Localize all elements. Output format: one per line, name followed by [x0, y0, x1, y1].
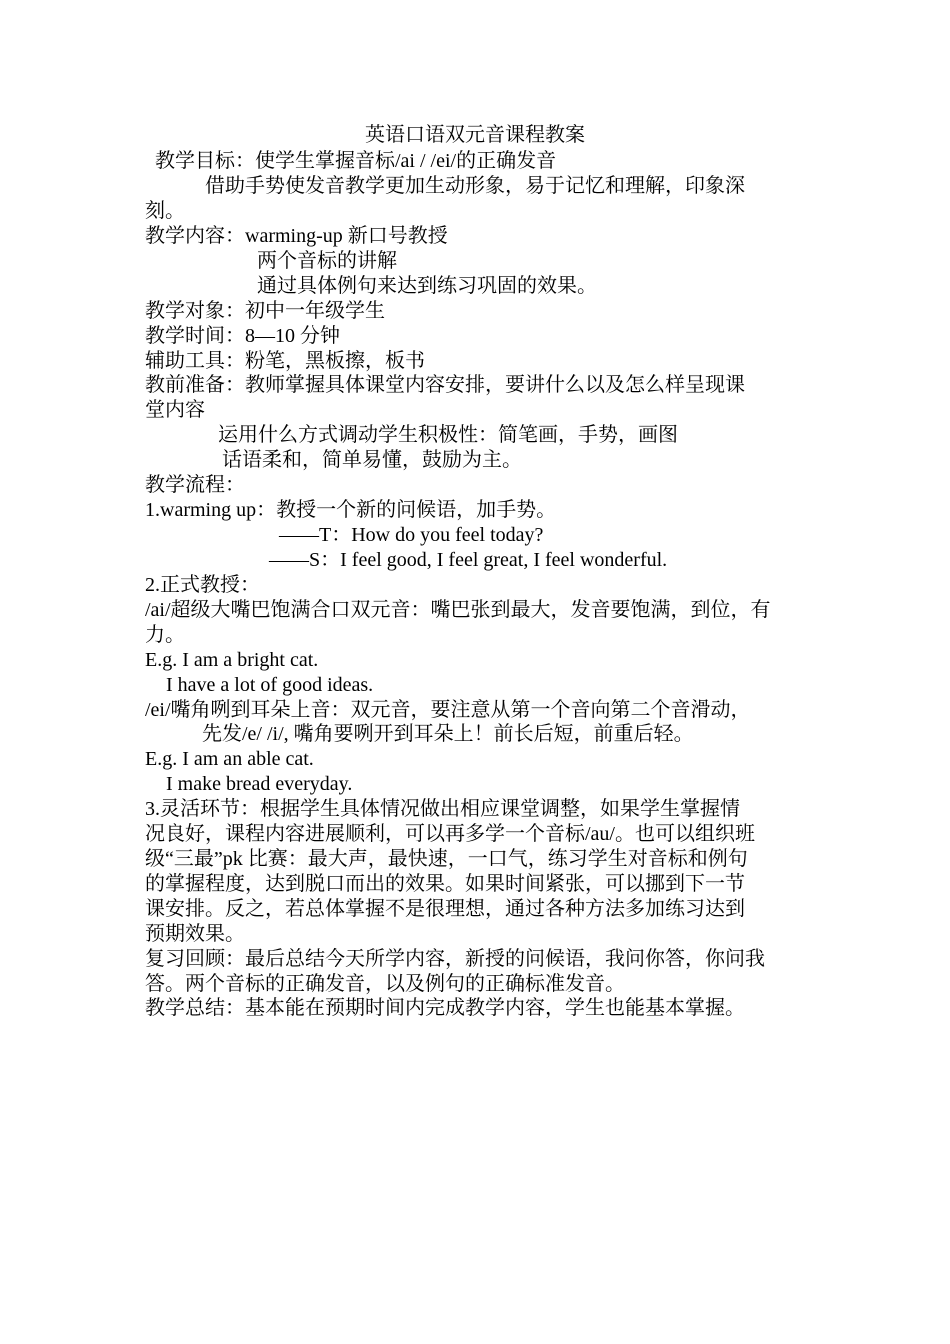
ai-description-cont: 力。 — [145, 624, 185, 646]
step-2-heading: 2.正式教授： — [145, 574, 260, 596]
summary-line: 教学总结：基本能在预期时间内完成教学内容，学生也能基本掌握。 — [145, 997, 745, 1019]
review-cont: 答。两个音标的正确发音，以及例句的正确标准发音。 — [145, 973, 625, 995]
step-3-cont: 预期效果。 — [145, 923, 245, 945]
step-3-cont: 况良好，课程内容进展顺利，可以再多学一个音标/au/。也可以组织班 — [145, 823, 755, 845]
objective-line: 教学目标：使学生掌握音标/ai / /ei/的正确发音 — [155, 150, 557, 172]
preparation-item: 话语柔和，简单易懂，鼓励为主。 — [222, 449, 522, 471]
tools-line: 辅助工具：粉笔，黑板擦，板书 — [145, 350, 425, 372]
dialogue-teacher-line: ——T：How do you feel today? — [279, 524, 544, 546]
duration-line: 教学时间：8—10 分钟 — [145, 325, 340, 347]
review-line: 复习回顾：最后总结今天所学内容，新授的问候语，我问你答，你问我 — [145, 948, 765, 970]
ei-description-cont: 先发/e/ /i/, 嘴角要咧开到耳朵上！前长后短，前重后轻。 — [202, 723, 694, 745]
dialogue-student-line: ——S：I feel good, I feel great, I feel wonderful. — [269, 549, 668, 571]
example-line: E.g. I am an able cat. — [145, 748, 314, 770]
step-3-cont: 课安排。反之，若总体掌握不是很理想，通过各种方法多加练习达到 — [145, 898, 745, 920]
preparation-cont: 堂内容 — [145, 399, 205, 421]
audience-line: 教学对象：初中一年级学生 — [145, 300, 385, 322]
example-line: I have a lot of good ideas. — [166, 674, 374, 696]
procedure-heading: 教学流程： — [145, 474, 245, 496]
content-item: 通过具体例句来达到练习巩固的效果。 — [257, 275, 597, 297]
example-line: E.g. I am a bright cat. — [145, 649, 319, 671]
step-1-line: 1.warming up：教授一个新的问候语，加手势。 — [145, 499, 557, 521]
preparation-line: 教前准备：教师掌握具体课堂内容安排，要讲什么以及怎么样呈现课 — [145, 374, 745, 396]
ei-description-line: /ei/嘴角咧到耳朵上音：双元音，要注意从第一个音向第二个音滑动， — [145, 699, 751, 721]
step-3-line: 3.灵活环节：根据学生具体情况做出相应课堂调整，如果学生掌握情 — [145, 798, 740, 820]
ai-description-line: /ai/超级大嘴巴饱满合口双元音：嘴巴张到最大，发音要饱满，到位，有 — [145, 599, 771, 621]
objective-detail-line: 借助手势使发音教学更加生动形象，易于记忆和理解，印象深 — [205, 175, 745, 197]
content-item: 两个音标的讲解 — [257, 250, 397, 272]
step-3-cont: 级“三最”pk 比赛：最大声，最快速，一口气，练习学生对音标和例句 — [145, 848, 748, 870]
example-line: I make bread everyday. — [166, 773, 353, 795]
content-line: 教学内容：warming-up 新口号教授 — [145, 225, 448, 247]
objective-detail-cont: 刻。 — [145, 200, 185, 222]
page-title: 英语口语双元音课程教案 — [365, 124, 585, 146]
step-3-cont: 的掌握程度，达到脱口而出的效果。如果时间紧张，可以挪到下一节 — [145, 873, 745, 895]
preparation-item: 运用什么方式调动学生积极性：简笔画，手势，画图 — [218, 424, 678, 446]
